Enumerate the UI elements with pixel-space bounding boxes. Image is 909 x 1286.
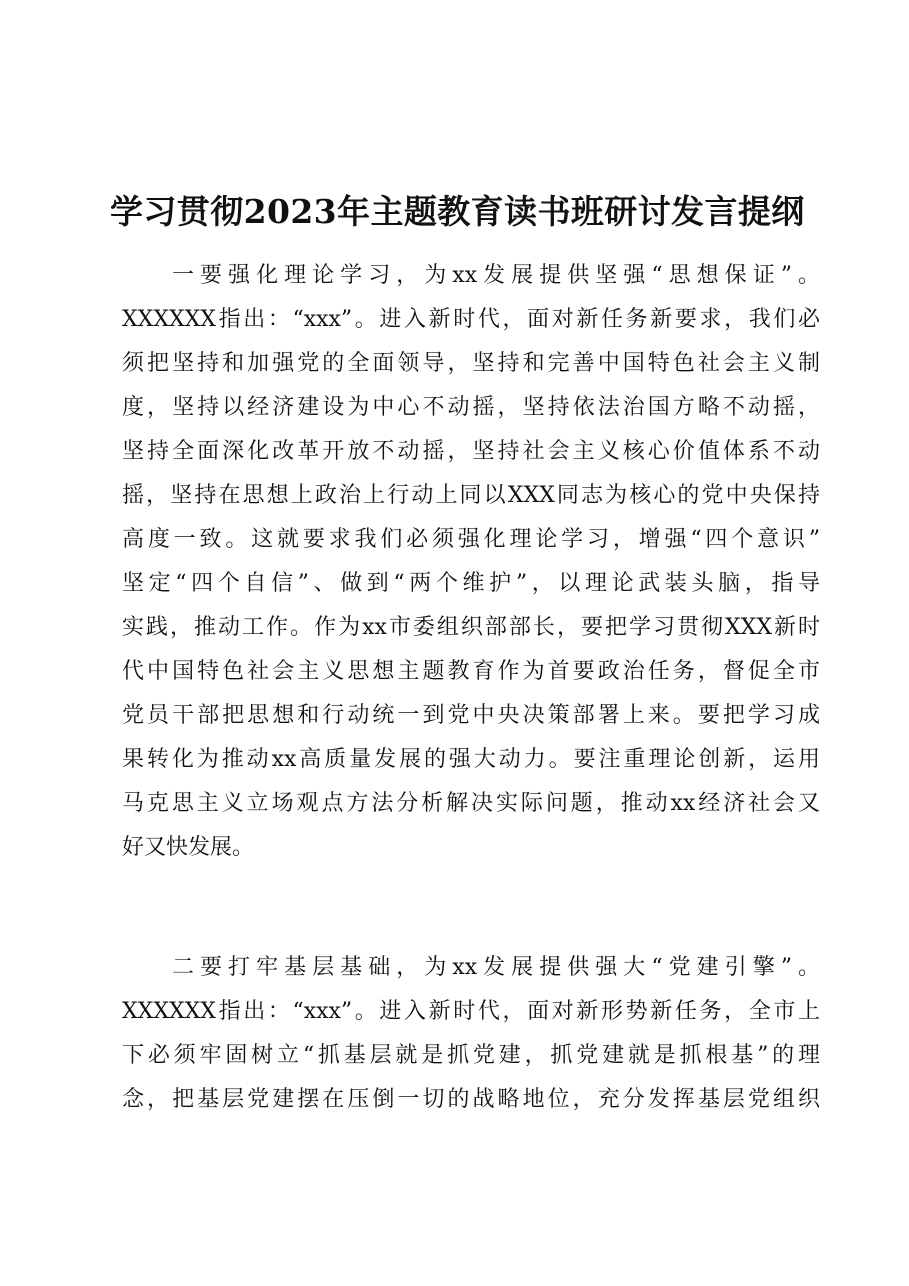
paragraph-line: 一要强化理论学习，为xx发展提供坚强“思想保证”。 [172,263,820,288]
paragraph-line: 高度一致。这就要求我们必须强化理论学习，增强“四个意识” [122,527,820,552]
paragraph-line: 党员干部把思想和行动统一到党中央决策部署上来。要把学习成 [122,703,820,728]
paragraph-line: 摇，坚持在思想上政治上行动上同以XXX同志为核心的党中央保持 [122,483,820,508]
paragraph-line: 实践，推动工作。作为xx市委组织部部长，要把学习贯彻XXX新时 [122,615,820,640]
paragraph-line: 度，坚持以经济建设为中心不动摇，坚持依法治国方略不动摇， [122,395,820,420]
paragraph-2 [122,946,820,1122]
paragraph-line: 坚定“四个自信”、做到“两个维护”，以理论武装头脑，指导 [122,571,820,596]
paragraph-line: 代中国特色社会主义思想主题教育作为首要政治任务，督促全市 [122,659,820,684]
document-title: 学习贯彻2023年主题教育读书班研讨发言提纲 [110,192,805,231]
paragraph-line: 好又快发展。 [122,835,255,860]
paragraph-line: 念，把基层党建摆在压倒一切的战略地位，充分发挥基层党组织 [122,1087,820,1112]
paragraph-line: 坚持全面深化改革开放不动摇，坚持社会主义核心价值体系不动 [122,439,820,464]
paragraph-line: XXXXXX指出：“xxx”。进入新时代，面对新形势新任务，全市上 [122,999,820,1024]
paragraph-line: XXXXXX指出：“xxx”。进入新时代，面对新任务新要求，我们必 [122,307,820,332]
paragraph-line: 果转化为推动xx高质量发展的强大动力。要注重理论创新，运用 [122,747,820,772]
paragraph-line: 须把坚持和加强党的全面领导，坚持和完善中国特色社会主义制 [122,351,820,376]
paragraph-line: 马克思主义立场观点方法分析解决实际问题，推动xx经济社会又 [122,791,820,816]
paragraph-line: 下必须牢固树立“抓基层就是抓党建，抓党建就是抓根基”的理 [122,1043,820,1068]
paragraph-line: 二要打牢基层基础，为xx发展提供强大“党建引擎”。 [172,955,820,980]
paragraph-1 [122,254,820,870]
